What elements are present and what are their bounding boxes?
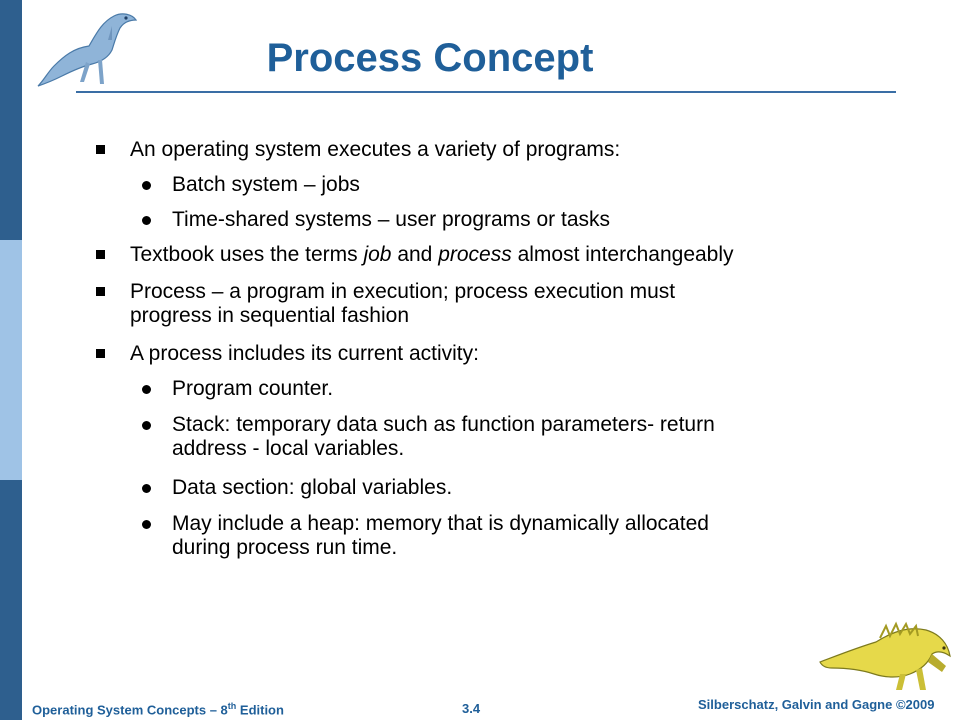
round-bullet-icon bbox=[142, 385, 151, 394]
sub-bullet-item bbox=[172, 512, 709, 560]
bullet-text-line: progress in sequential fashion bbox=[130, 304, 410, 327]
bullet-text-line: during process run time. bbox=[172, 536, 398, 559]
bullet-text: Time-shared systems – user programs or tasks bbox=[172, 208, 611, 231]
footer-book-title: Operating System Concepts – 8th Edition bbox=[32, 701, 284, 718]
footer-copyright: Silberschatz, Galvin and Gagne ©2009 bbox=[698, 697, 935, 712]
bullet-text: An operating system executes a variety of programs: bbox=[130, 138, 621, 161]
round-bullet-icon bbox=[142, 216, 151, 225]
slide-title: Process Concept bbox=[266, 36, 594, 80]
bullet-text: Program counter. bbox=[172, 377, 334, 400]
bullet-text: A process includes its current activity: bbox=[130, 342, 479, 365]
dinosaur-logo-icon bbox=[816, 612, 956, 692]
bullet-text-line: Stack: temporary data such as function parameters- return bbox=[172, 413, 715, 436]
bullet-text: Batch system – jobs bbox=[172, 173, 360, 196]
round-bullet-icon bbox=[142, 484, 151, 493]
square-bullet-icon bbox=[96, 349, 105, 358]
bullet-text-line: Process – a program in execution; process execution must bbox=[130, 280, 676, 303]
sub-bullet-item bbox=[172, 476, 452, 500]
sub-bullet-item bbox=[172, 413, 715, 461]
sub-bullet-item bbox=[172, 377, 333, 401]
bullet-text-line: May include a heap: memory that is dynamically allocated bbox=[172, 512, 709, 535]
bullet-item bbox=[130, 243, 734, 267]
sub-bullet-item bbox=[172, 208, 610, 232]
bullet-item bbox=[130, 342, 479, 366]
bullet-text: Textbook uses the terms job and process almost interchangeably bbox=[130, 243, 734, 266]
round-bullet-icon bbox=[142, 181, 151, 190]
footer-page-number: 3.4 bbox=[462, 701, 481, 716]
bullet-text: Data section: global variables. bbox=[172, 476, 453, 499]
bullet-item bbox=[130, 138, 620, 162]
square-bullet-icon bbox=[96, 287, 105, 296]
round-bullet-icon bbox=[142, 421, 151, 430]
sub-bullet-item bbox=[172, 173, 360, 197]
bullet-text-line: address - local variables. bbox=[172, 437, 405, 460]
bullet-item bbox=[130, 280, 675, 328]
square-bullet-icon bbox=[96, 145, 105, 154]
round-bullet-icon bbox=[142, 520, 151, 529]
square-bullet-icon bbox=[96, 250, 105, 259]
